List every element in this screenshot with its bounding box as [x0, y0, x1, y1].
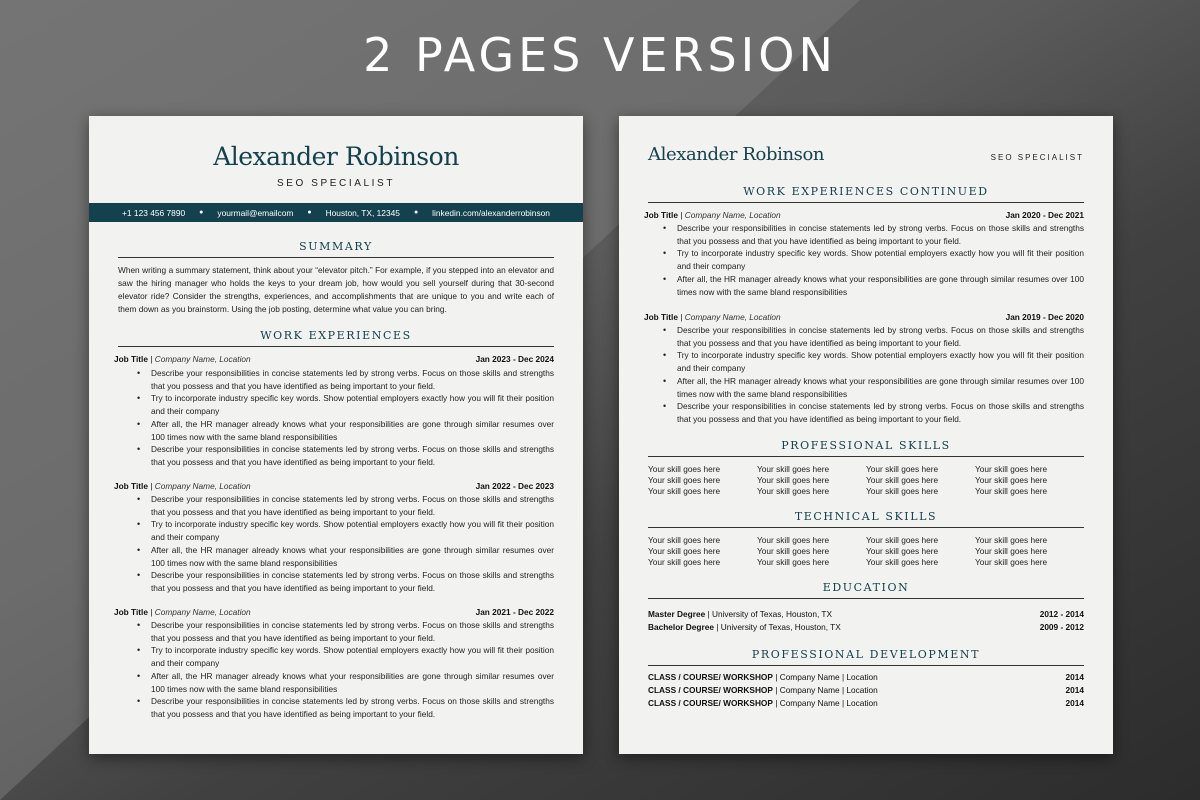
job-company: Company Name, Location — [684, 210, 781, 220]
education-row — [648, 609, 1084, 619]
course-place: Company Name | Location — [779, 672, 878, 682]
list-item: • After all, the HR manager already knows what your responsibilities are gone through similar resumes over 100 times now with the same bland responsibilities — [151, 670, 554, 695]
job-title: Job Title — [644, 210, 678, 220]
degree: Master Degree — [648, 609, 706, 619]
bullet-icon: ● — [307, 209, 312, 216]
job-dates: Jan 2021 - Dec 2022 — [475, 607, 554, 617]
list-item: • After all, the HR manager already knows what your responsibilities are gone through similar resumes over 100 times now with the same bland responsibilities — [151, 544, 554, 569]
degree: Bachelor Degree — [648, 622, 714, 632]
education-years: 2009 - 2012 — [1039, 622, 1084, 632]
skill-item: Your skill goes here — [866, 557, 939, 567]
summary-title: SUMMARY — [299, 240, 373, 253]
school: University of Texas, Houston, TX — [711, 609, 833, 619]
list-item: • Describe your responsibilities in concise statements led by strong verbs. Focus on those skills and strengths that you possess and that you have identified as being important to your field. — [677, 400, 1084, 425]
divider — [648, 527, 1084, 528]
list-item: • After all, the HR manager already knows what your responsibilities are gone through similar resumes over 100 times now with the same bland responsibilities — [677, 375, 1084, 400]
job-dates: Jan 2023 - Dec 2024 — [475, 354, 554, 364]
job-header — [114, 607, 554, 617]
work-experiences-title: WORK EXPERIENCES — [260, 329, 412, 342]
course: CLASS / COURSE/ WORKSHOP — [648, 685, 773, 695]
list-item: • Try to incorporate industry specific key words. Show potential employers exactly how you will fit their position and their company — [677, 247, 1084, 272]
summary-text: When writing a summary statement, think about your “elevator pitch.” For example, if you stepped into an elevator and saw the hiring manager who holds the keys to your dream job, how would you sell yourself during that 30-second elevator ride? Consider the strengths, experiences, and accomplishments that are unique to you and write each of them down as you brainstorm. Using the job posting, determine what value you can bring. — [118, 265, 554, 314]
job-dates: Jan 2020 - Dec 2021 — [1005, 210, 1084, 220]
separator: | — [147, 354, 155, 364]
professional-skills-grid — [648, 464, 1084, 497]
development-row — [648, 672, 1084, 682]
divider — [648, 598, 1084, 599]
divider — [648, 202, 1084, 203]
skill-item: Your skill goes here — [757, 535, 830, 545]
job-header — [644, 312, 1084, 322]
list-item: • Try to incorporate industry specific key words. Show potential employers exactly how you will fit their position and their company — [677, 349, 1084, 374]
skill-item: Your skill goes here — [975, 475, 1048, 485]
contact-email: yourmail@emailcom — [217, 207, 294, 218]
job-company: Company Name, Location — [154, 481, 251, 491]
skill-item: Your skill goes here — [866, 475, 939, 485]
course: CLASS / COURSE/ WORKSHOP — [648, 698, 773, 708]
separator: | — [677, 312, 685, 322]
course-place: Company Name | Location — [779, 698, 878, 708]
job-bullets — [151, 619, 554, 721]
contact-bar — [89, 203, 583, 222]
skill-item: Your skill goes here — [648, 546, 721, 556]
school: University of Texas, Houston, TX — [720, 622, 841, 632]
separator: | — [147, 607, 155, 617]
job-company: Company Name, Location — [684, 312, 781, 322]
divider — [648, 665, 1084, 666]
list-item: • Describe your responsibilities in concise statements led by strong verbs. Focus on those skills and strengths that you possess and that you have identified as being important to your field. — [151, 443, 554, 468]
skill-item: Your skill goes here — [975, 546, 1048, 556]
hero-title: 2 PAGES VERSION — [363, 28, 837, 82]
separator: | — [772, 698, 780, 708]
course-year: 2014 — [1065, 685, 1084, 695]
separator: | — [713, 622, 721, 632]
skill-item: Your skill goes here — [757, 464, 830, 474]
job-title: Job Title — [644, 312, 678, 322]
job-bullets — [151, 367, 554, 469]
separator: | — [772, 672, 780, 682]
skill-item: Your skill goes here — [648, 535, 721, 545]
skill-item: Your skill goes here — [757, 557, 830, 567]
contact-location: Houston, TX, 12345 — [325, 207, 400, 218]
job-title: Job Title — [114, 607, 148, 617]
list-item: • Describe your responsibilities in concise statements led by strong verbs. Focus on those skills and strengths that you possess and that you have identified as being important to your field. — [677, 222, 1084, 247]
job-bullets — [151, 493, 554, 595]
list-item: • Try to incorporate industry specific key words. Show potential employers exactly how you will fit their position and their company — [151, 392, 554, 417]
job-header — [644, 210, 1084, 220]
separator: | — [147, 481, 155, 491]
skill-item: Your skill goes here — [866, 535, 939, 545]
skill-item: Your skill goes here — [648, 486, 721, 496]
course: CLASS / COURSE/ WORKSHOP — [648, 672, 773, 682]
course-place: Company Name | Location — [779, 685, 878, 695]
resume-name: Alexander Robinson — [213, 142, 459, 171]
technical-skills-title: TECHNICAL SKILLS — [794, 510, 938, 523]
separator: | — [677, 210, 685, 220]
list-item: • Try to incorporate industry specific key words. Show potential employers exactly how you will fit their position and their company — [151, 518, 554, 543]
list-item: • Describe your responsibilities in concise statements led by strong verbs. Focus on those skills and strengths that you possess and that you have identified as being important to your field. — [151, 493, 554, 518]
list-item: • Describe your responsibilities in concise statements led by strong verbs. Focus on those skills and strengths that you possess and that you have identified as being important to your field. — [677, 324, 1084, 349]
job-title: Job Title — [114, 481, 148, 491]
job-header — [114, 354, 554, 364]
resume-page-2 — [619, 116, 1113, 754]
skill-item: Your skill goes here — [648, 557, 721, 567]
resume-role: SEO SPECIALIST — [276, 178, 396, 189]
skill-item: Your skill goes here — [866, 546, 939, 556]
education-years: 2012 - 2014 — [1039, 609, 1084, 619]
resume-page-1 — [89, 116, 583, 754]
bullet-icon: ● — [413, 209, 419, 216]
professional-development-title: PROFESSIONAL DEVELOPMENT — [751, 648, 981, 661]
divider — [118, 257, 554, 258]
professional-skills-title: PROFESSIONAL SKILLS — [781, 439, 951, 452]
list-item: • Describe your responsibilities in concise statements led by strong verbs. Focus on those skills and strengths that you possess and that you have identified as being important to your field. — [151, 619, 554, 644]
separator: | — [705, 609, 712, 619]
resume-role: SEO SPECIALIST — [990, 153, 1084, 162]
skill-item: Your skill goes here — [975, 535, 1048, 545]
skill-item: Your skill goes here — [648, 475, 721, 485]
skill-item: Your skill goes here — [975, 557, 1048, 567]
bullet-icon: ● — [199, 209, 204, 216]
skill-item: Your skill goes here — [866, 486, 939, 496]
development-row — [648, 685, 1084, 695]
divider — [118, 346, 554, 347]
resume-name: Alexander Robinson — [648, 144, 825, 165]
skill-item: Your skill goes here — [757, 546, 830, 556]
divider — [648, 456, 1084, 457]
skill-item: Your skill goes here — [757, 486, 830, 496]
job-dates: Jan 2022 - Dec 2023 — [475, 481, 554, 491]
list-item: • Try to incorporate industry specific key words. Show potential employers exactly how you will fit their position and their company — [151, 644, 554, 669]
technical-skills-grid — [648, 535, 1084, 568]
skill-item: Your skill goes here — [648, 464, 721, 474]
contact-phone: +1 123 456 7890 — [122, 207, 186, 218]
education-title: EDUCATION — [822, 581, 910, 594]
job-company: Company Name, Location — [154, 607, 251, 617]
course-year: 2014 — [1065, 698, 1084, 708]
skill-item: Your skill goes here — [975, 464, 1048, 474]
list-item: • After all, the HR manager already knows what your responsibilities are gone through similar resumes over 100 times now with the same bland responsibilities — [677, 273, 1084, 298]
list-item: • Describe your responsibilities in concise statements led by strong verbs. Focus on those skills and strengths that you possess and that you have identified as being important to your field. — [151, 695, 554, 720]
job-header — [114, 481, 554, 491]
education-row — [648, 622, 1084, 632]
course-year: 2014 — [1065, 672, 1084, 682]
list-item: • Describe your responsibilities in concise statements led by strong verbs. Focus on those skills and strengths that you possess and that you have identified as being important to your field. — [151, 367, 554, 392]
job-title: Job Title — [114, 354, 148, 364]
skill-item: Your skill goes here — [757, 475, 830, 485]
list-item: • Describe your responsibilities in concise statements led by strong verbs. Focus on those skills and strengths that you possess and that you have identified as being important to your field. — [151, 569, 554, 594]
skill-item: Your skill goes here — [975, 486, 1048, 496]
separator: | — [772, 685, 780, 695]
development-row — [648, 698, 1084, 708]
job-bullets — [677, 324, 1084, 426]
contact-linkedin: linkedin.com/alexanderrobinson — [432, 207, 550, 218]
job-company: Company Name, Location — [154, 354, 251, 364]
skill-item: Your skill goes here — [866, 464, 939, 474]
job-bullets — [677, 222, 1084, 298]
work-experiences-continued-title: WORK EXPERIENCES CONTINUED — [743, 185, 989, 198]
job-dates: Jan 2019 - Dec 2020 — [1005, 312, 1084, 322]
list-item: • After all, the HR manager already knows what your responsibilities are gone through similar resumes over 100 times now with the same bland responsibilities — [151, 418, 554, 443]
